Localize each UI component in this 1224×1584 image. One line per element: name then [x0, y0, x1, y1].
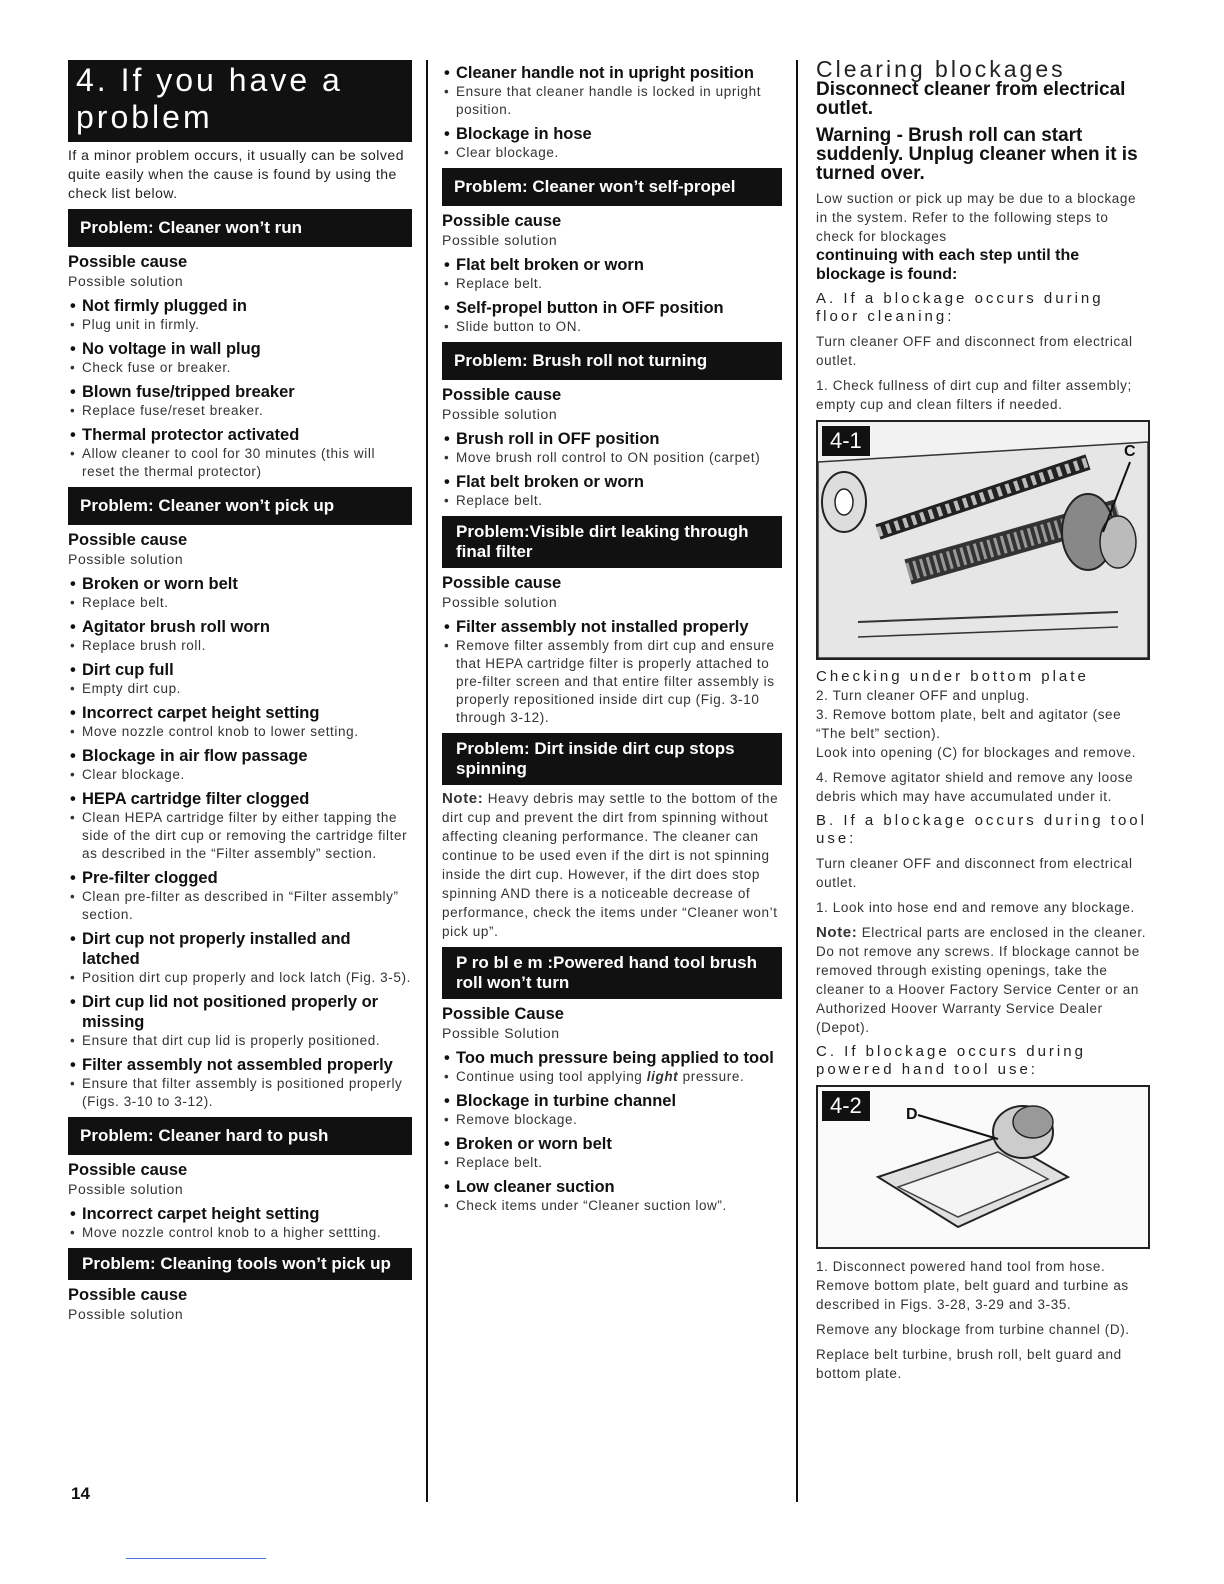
intro-text: Low suction or pick up may be due to a blockage in the system. Refer to the following steps to check for blockages	[816, 191, 1137, 244]
solution-item: • Clear blockage.	[442, 144, 782, 162]
callout-d: D	[906, 1106, 918, 1123]
cause-item: • Brush roll in OFF position	[442, 429, 782, 449]
note-label: Note:	[816, 924, 858, 941]
cause-item: • Not firmly plugged in	[68, 296, 412, 316]
column-3	[816, 58, 1150, 1383]
solution-item: • Move brush roll control to ON position (carpet)	[442, 449, 782, 467]
solution-item: • Remove filter assembly from dirt cup and ensure that HEPA cartridge filter is properly attached to pre-filter screen and that entire filter assembly is properly repositioned inside dirt cup (Fig. 3-10 through 3-12).	[442, 637, 782, 727]
problem-heading-hard-to-push: Problem: Cleaner hard to push	[68, 1117, 412, 1155]
cause-item: • Broken or worn belt	[442, 1134, 782, 1154]
page-title: 4. If you have a problem	[68, 60, 412, 142]
brushroll-illustration	[818, 422, 1148, 658]
step-a-heading: A. If a blockage occurs during floor cleaning:	[816, 290, 1104, 325]
cause-item: • Flat belt broken or worn	[442, 255, 782, 275]
solution-label: Possible solution	[442, 232, 558, 248]
step-a-1: 1. Check fullness of dirt cup and filter assembly; empty cup and clean filters if needed.	[816, 378, 1132, 412]
solution-item: • Ensure that dirt cup lid is properly positioned.	[68, 1032, 412, 1050]
solution-item: • Replace belt.	[442, 275, 782, 293]
step-b-1: 1. Look into hose end and remove any blockage.	[816, 900, 1135, 915]
intro-bold: continuing with each step until the blockage is found:	[816, 247, 1080, 283]
solution-item: • Replace belt.	[442, 492, 782, 510]
cause-label: Possible cause	[442, 574, 562, 592]
cause-item: • HEPA cartridge filter clogged	[68, 789, 412, 809]
step-b-text: Turn cleaner OFF and disconnect from electrical outlet.	[816, 856, 1133, 890]
solution-text: pressure.	[682, 1069, 745, 1084]
solution-item: • Move nozzle control knob to a higher settting.	[68, 1224, 412, 1242]
cause-item: • Blockage in air flow passage	[68, 746, 412, 766]
cause-item: • Low cleaner suction	[442, 1177, 782, 1197]
callout-c: C	[1124, 443, 1136, 460]
figure-4-2	[816, 1085, 1150, 1249]
problem-heading-wont-pick-up: Problem: Cleaner won’t pick up	[68, 487, 412, 525]
solution-label: Possible solution	[68, 1306, 184, 1322]
problem-heading-brush-roll: Problem: Brush roll not turning	[442, 342, 782, 380]
step-c-2: Remove any blockage from turbine channel (D).	[816, 1322, 1130, 1337]
note-text: Heavy debris may settle to the bottom of the dirt cup and prevent the dirt from spinning without affecting cleaning performance. The cleaner can continue to be used even if the dirt is not spinning inside the dirt cup. However, if the dirt does stop spinning AND there is a noticeable decrease of performance, check the items under “Cleaner won’t pick up”.	[442, 791, 779, 939]
warning-text: Warning - Brush roll can start suddenly. Unplug cleaner when it is turned over.	[816, 125, 1138, 184]
solution-item: • Plug unit in firmly.	[68, 316, 412, 334]
problem-heading-self-propel: Problem: Cleaner won’t self-propel	[442, 168, 782, 206]
cause-item: • Filter assembly not installed properly	[442, 617, 782, 637]
cause-item: • Dirt cup not properly installed and latched	[68, 929, 412, 969]
solution-item: • Clear blockage.	[68, 766, 412, 784]
note-text: Electrical parts are enclosed in the cleaner. Do not remove any screws. If blockage cannot be removed through existing openings, take the cleaner to a Hoover Factory Service Center or an Authorized Hoover Warranty Service Dealer (Depot).	[816, 925, 1147, 1035]
step-3-detail: Look into opening (C) for blockages and remove.	[816, 745, 1137, 760]
step-4: 4. Remove agitator shield and remove any loose debris which may have accumulated under it.	[816, 770, 1134, 804]
solution-item: • Ensure that cleaner handle is locked in upright position.	[442, 83, 782, 119]
solution-label: Possible solution	[442, 594, 558, 610]
figure-label: 4-1	[822, 426, 870, 456]
section-title: Clearing blockages	[816, 56, 1066, 82]
cause-item: • Incorrect carpet height setting	[68, 703, 412, 723]
cause-item: • Pre-filter clogged	[68, 868, 412, 888]
solution-item: • Check fuse or breaker.	[68, 359, 412, 377]
cause-item: • Dirt cup lid not positioned properly or missing	[68, 992, 412, 1032]
page-number: 14	[71, 1484, 90, 1503]
column-2	[442, 58, 782, 1215]
cause-label: Possible cause	[68, 1286, 188, 1304]
cause-item: • Dirt cup full	[68, 660, 412, 680]
figure-4-1	[816, 420, 1150, 660]
cause-item: • Flat belt broken or worn	[442, 472, 782, 492]
solution-label: Possible solution	[68, 273, 184, 289]
electrical-note	[816, 923, 1150, 1037]
checking-heading: Checking under bottom plate	[816, 668, 1089, 685]
solution-item	[442, 1068, 782, 1086]
solution-label: Possible solution	[442, 406, 558, 422]
solution-item: • Check items under “Cleaner suction low”.	[442, 1197, 782, 1215]
figure-label: 4-2	[822, 1091, 870, 1121]
solution-label: Possible solution	[68, 551, 184, 567]
problem-heading-dirt-leaking: Problem:Visible dirt leaking through final filter	[442, 516, 782, 568]
column-1	[68, 58, 412, 1328]
solution-item: • Replace belt.	[442, 1154, 782, 1172]
disconnect-instruction: Disconnect cleaner from electrical outlet.	[816, 79, 1126, 119]
cause-item: • Blockage in turbine channel	[442, 1091, 782, 1111]
step-2: 2. Turn cleaner OFF and unplug.	[816, 688, 1030, 703]
cause-item: • Blockage in hose	[442, 124, 782, 144]
cause-item: • Blown fuse/tripped breaker	[68, 382, 412, 402]
problem-heading-dirt-spinning: Problem: Dirt inside dirt cup stops spinning	[442, 733, 782, 785]
solution-item: • Replace belt.	[68, 594, 412, 612]
problem-heading-wont-run: Problem: Cleaner won’t run	[68, 209, 412, 247]
solution-emphasis: light	[646, 1069, 679, 1084]
solution-item: • Move nozzle control knob to lower setting.	[68, 723, 412, 741]
cause-label: Possible cause	[442, 386, 562, 404]
step-3: 3. Remove bottom plate, belt and agitator (see “The belt” section).	[816, 707, 1122, 741]
solution-item: • Ensure that filter assembly is positioned properly (Figs. 3-10 to 3-12).	[68, 1075, 412, 1111]
solution-item: • Empty dirt cup.	[68, 680, 412, 698]
cause-item: • Too much pressure being applied to tool	[442, 1048, 782, 1068]
solution-label: Possible Solution	[442, 1025, 560, 1041]
problem-heading-tools-wont-pick-up: Problem: Cleaning tools won’t pick up	[68, 1248, 412, 1280]
cause-label: Possible Cause	[442, 1005, 564, 1023]
cause-item: • Thermal protector activated	[68, 425, 412, 445]
column-divider	[426, 60, 428, 1502]
intro-text: If a minor problem occurs, it usually can be solved quite easily when the cause is found by using the check list below.	[68, 147, 404, 201]
step-b-heading: B. If a blockage occurs during tool use:	[816, 812, 1147, 847]
cause-label: Possible cause	[68, 531, 188, 549]
column-divider	[796, 60, 798, 1502]
solution-item: • Remove blockage.	[442, 1111, 782, 1129]
solution-item: • Position dirt cup properly and lock latch (Fig. 3-5).	[68, 969, 412, 987]
note-label: Note:	[442, 790, 484, 807]
cause-label: Possible cause	[442, 212, 562, 230]
cause-item: • Broken or worn belt	[68, 574, 412, 594]
cause-item: • Incorrect carpet height setting	[68, 1204, 412, 1224]
cause-item: • Filter assembly not assembled properly	[68, 1055, 412, 1075]
cause-label: Possible cause	[68, 1161, 188, 1179]
solution-text: Continue using tool applying	[456, 1069, 643, 1084]
solution-item: • Clean pre-filter as described in “Filter assembly” section.	[68, 888, 412, 924]
solution-item: • Clean HEPA cartridge filter by either tapping the side of the dirt cup or removing the cartridge filter as described in the “Filter assembly” section.	[68, 809, 412, 863]
solution-item: • Replace fuse/reset breaker.	[68, 402, 412, 420]
cause-item: • Cleaner handle not in upright position	[442, 63, 782, 83]
step-c-1: 1. Disconnect powered hand tool from hose. Remove bottom plate, belt guard and turbine as described in Figs. 3-28, 3-29 and 3-35.	[816, 1259, 1129, 1312]
cause-label: Possible cause	[68, 253, 188, 271]
problem-heading-hand-tool: P ro bl e m :Powered hand tool brush roll won’t turn	[442, 947, 782, 999]
cause-item: • Self-propel button in OFF position	[442, 298, 782, 318]
spin-note	[442, 789, 782, 941]
solution-item: • Replace brush roll.	[68, 637, 412, 655]
solution-item: • Slide button to ON.	[442, 318, 782, 336]
cause-item: • Agitator brush roll worn	[68, 617, 412, 637]
step-c-heading: C. If blockage occurs during powered hand tool use:	[816, 1043, 1086, 1078]
solution-label: Possible solution	[68, 1181, 184, 1197]
solution-item: • Allow cleaner to cool for 30 minutes (this will reset the thermal protector)	[68, 445, 412, 481]
step-c-3: Replace belt turbine, brush roll, belt guard and bottom plate.	[816, 1347, 1122, 1381]
step-a-text: Turn cleaner OFF and disconnect from electrical outlet.	[816, 334, 1133, 368]
footer-rule	[126, 1558, 266, 1559]
cause-item: • No voltage in wall plug	[68, 339, 412, 359]
